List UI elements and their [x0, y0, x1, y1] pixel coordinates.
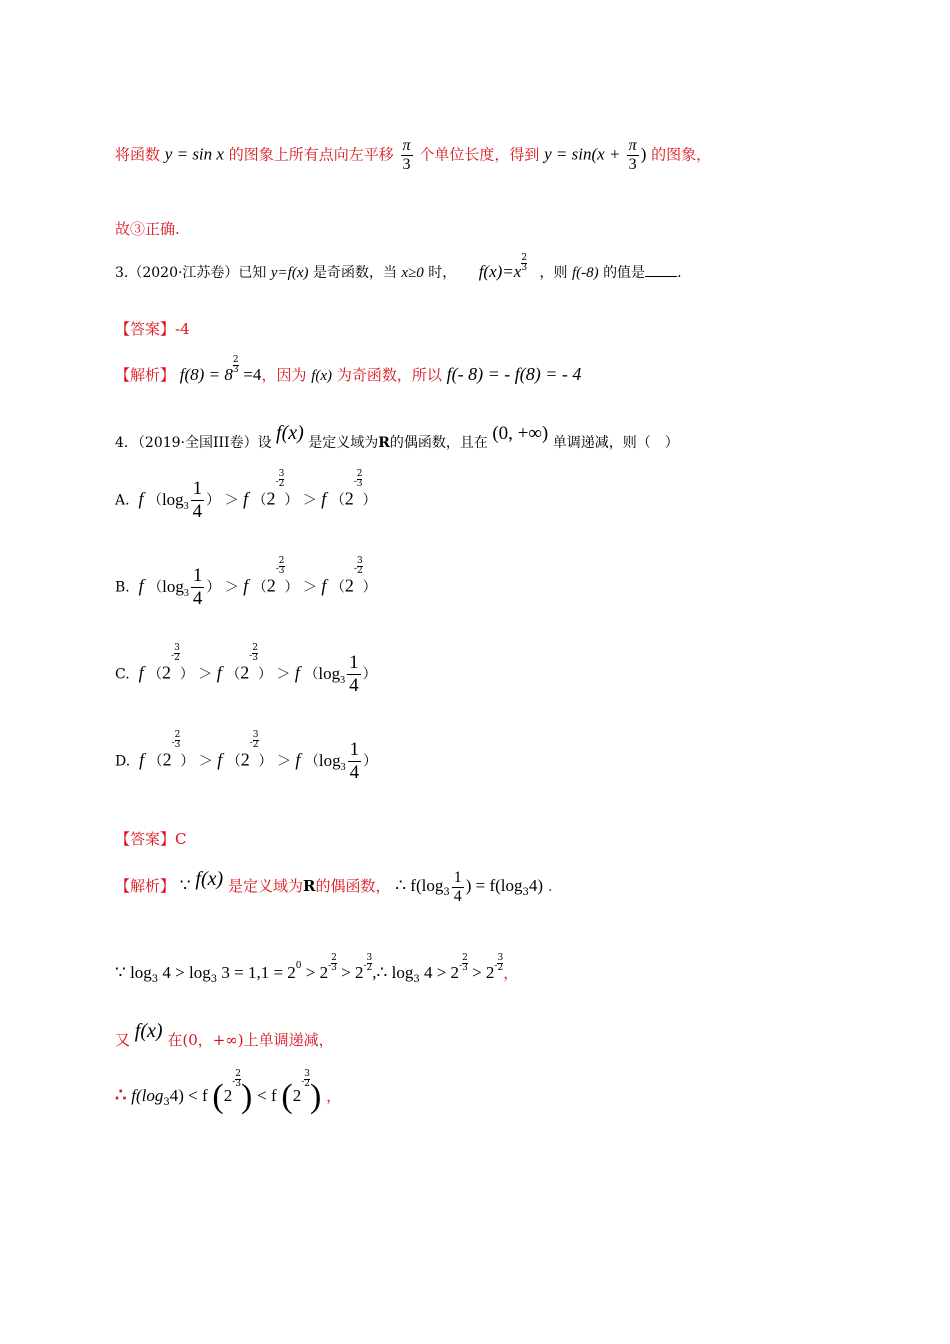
power-term: 2 [344, 575, 354, 596]
fraction-1-4: $\frac{1}{4}$ [192, 565, 203, 609]
inequality-chain: ∵ $\log_3 4 > \log_3 3 = 1,1 = 20 > 2-$ $\frac{2}{3}$ > 2- $\frac{3}{2}$ ,∴ $\log_3 4 > 2-$ $\frac{2}{3}$ > 2- $\frac{3}{2}$ ， [115, 953, 519, 985]
math-result: y = sin(x + [544, 144, 625, 164]
power-term: 2 [344, 488, 354, 509]
q4-answer: 【答案】C [115, 830, 187, 848]
answer-blank [645, 264, 677, 277]
fraction-1-4: $\frac{1}{4}$ [349, 739, 360, 783]
power-term: 2 [266, 488, 276, 509]
power-term: 2 [240, 662, 250, 683]
option-label: C. [115, 666, 130, 683]
option-C[interactable]: C. f （2- $\frac{3}{2}$ ） ＞ f （2- $\frac{2}{3}$ ） ＞ f （$\log_3$ $\frac{1}{4}$ ） [115, 643, 377, 696]
q4-analysis: 【解析】 ∵ f(x) 是定义域为R的偶函数， ∴ $f(\log_3$ $\frac{1}{4}$ ) = $f(\log_34)$ . [115, 868, 553, 905]
option-label: B. [115, 579, 130, 596]
question-4: 4．（2019·全国III卷）设 f(x) 是定义域为R的偶函数，且在 (0, +∞) 单调递减，则（ ） [115, 422, 679, 451]
option-label: D. [115, 753, 131, 770]
question-3: 3.（2020·江苏卷）已知 y=f(x) 是奇函数，当 x≥0 时， f(x)=x $\frac{2}{3}$ ，则 f(-8) 的值是 . [115, 253, 682, 281]
option-A[interactable]: A. f （$\log_3$ $\frac{1}{4}$ ） ＞ f （2- $\frac{3}{2}$ ） ＞ f （2- $\frac{2}{3}$ ） [115, 469, 377, 522]
power-term: 2 [240, 749, 250, 770]
log-term: $\log_3$ [162, 576, 189, 599]
q3-answer: 【答案】-4 [115, 320, 190, 338]
power-term: 2 [162, 662, 172, 683]
monotonic-line: 又 f(x) 在(0，+∞)上单调递减， [115, 1020, 334, 1049]
final-inequality: ∴ $f(\log_34) < f$ (2- $\frac{2}{3}$ ) < f (2- $\frac{3}{2}$ ) ， [115, 1069, 342, 1115]
paragraph-shift: 将函数 y = sin x 的图象上所有点向左平移 $\frac{\pi}{3}$ 个单位长度，得到 y = sin(x + $\frac{\pi}{3}$ ) 的图象， [115, 137, 712, 173]
fraction-1-4: $\frac{1}{4}$ [349, 652, 359, 696]
option-D[interactable]: D. f （2- $\frac{2}{3}$ ） ＞ f （2- $\frac{3}{2}$ ） ＞ f （$\log_3$ $\frac{1}{4}$ ） [115, 730, 378, 783]
math-sinx: y = sin x [164, 144, 224, 164]
log-term: $\log_3$ [318, 750, 346, 773]
fraction-pi-3: $\frac{\pi}{3}$ [402, 137, 411, 173]
paragraph-conclusion: 故③正确. [115, 220, 180, 238]
power-term: 2 [266, 575, 276, 596]
option-B[interactable]: B. f （$\log_3$ $\frac{1}{4}$ ） ＞ f （2- $\frac{2}{3}$ ） ＞ f （2- $\frac{3}{2}$ ） [115, 556, 377, 609]
log-term: $\log_3$ [318, 663, 346, 686]
q3-analysis: 【解析】 f(8) = 8 $\frac{2}{3}$ =4，因为 f(x) 为奇函数，所以 f(- 8) = - f(8) = - 4 [115, 355, 582, 384]
fraction-1-4: $\frac{1}{4}$ [192, 478, 203, 522]
log-term: $\log_3$ [161, 489, 189, 512]
power-term: 2 [162, 749, 172, 770]
option-label: A. [115, 492, 130, 509]
